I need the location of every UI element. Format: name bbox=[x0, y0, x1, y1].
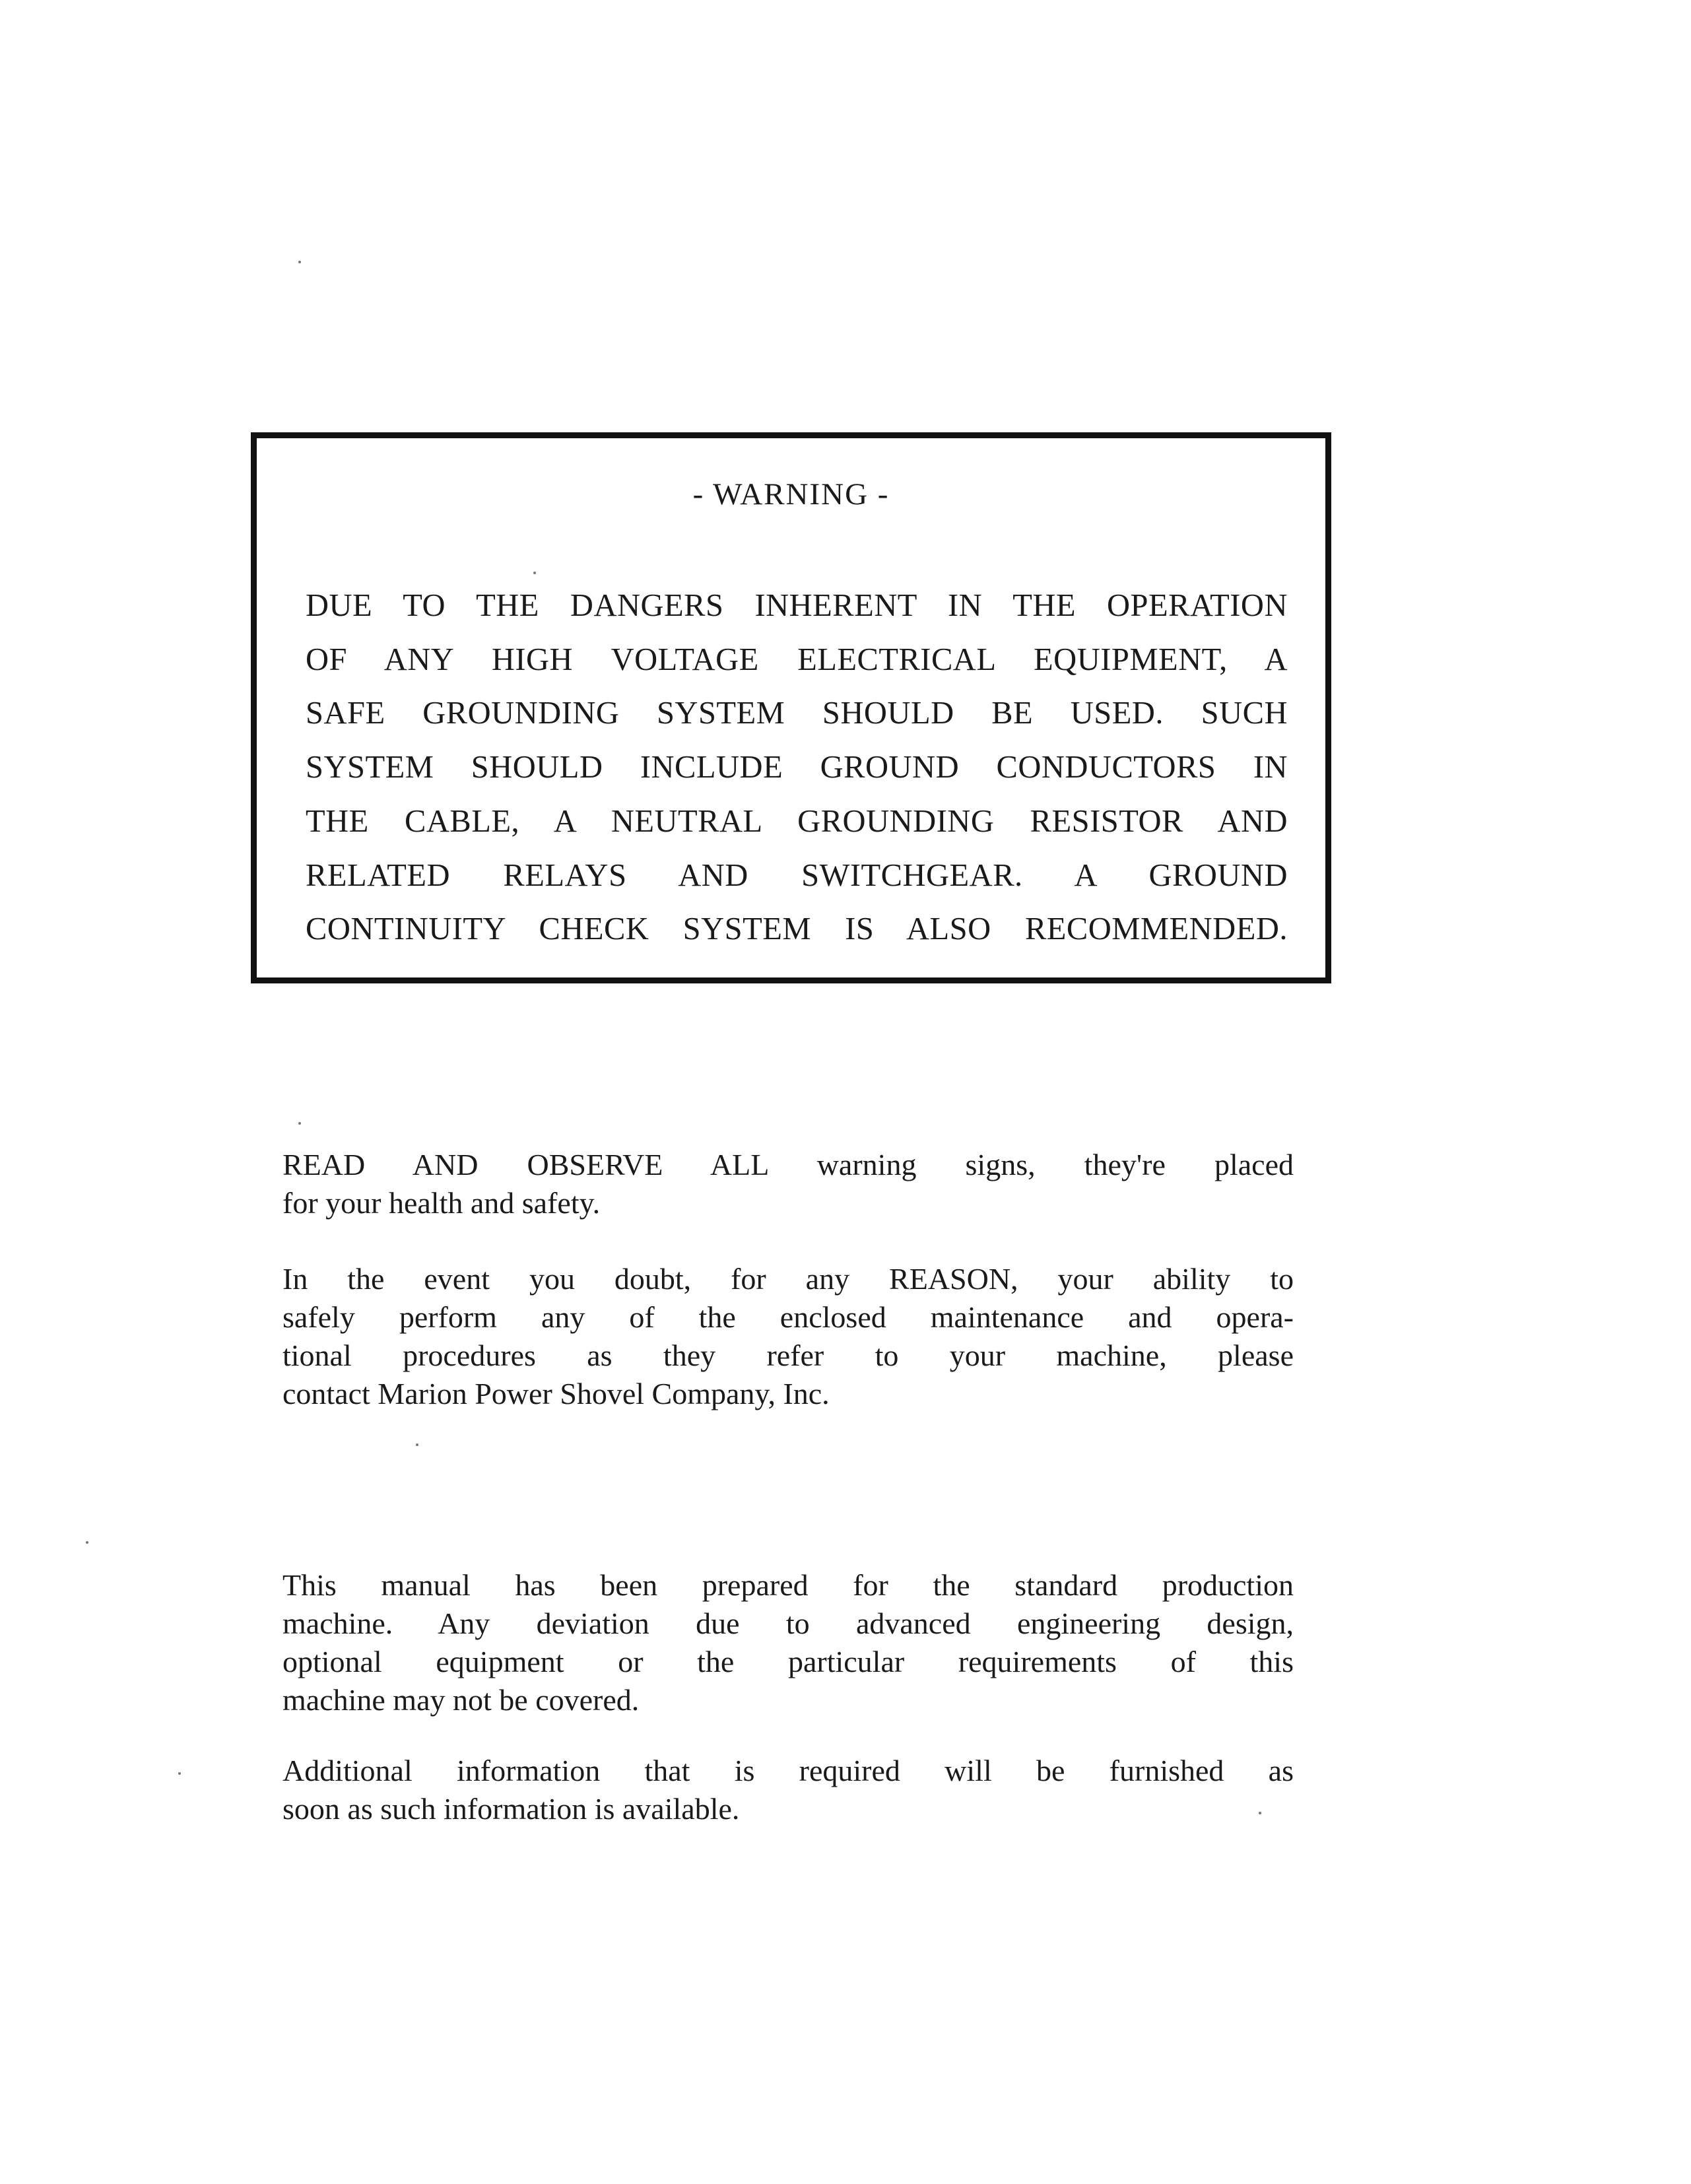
paragraph-line: safely perform any of the enclosed maintenance and opera- bbox=[282, 1300, 1294, 1334]
additional-info-paragraph bbox=[282, 1752, 1294, 1828]
warning-line: THE CABLE, A NEUTRAL GROUNDING RESISTOR AND bbox=[306, 803, 1288, 839]
paragraph-line: In the event you doubt, for any REASON, your ability to bbox=[282, 1262, 1294, 1296]
paragraph-line: contact Marion Power Shovel Company, Inc. bbox=[282, 1377, 830, 1410]
warning-line: DUE TO THE DANGERS INHERENT IN THE OPERATION bbox=[306, 588, 1288, 623]
warning-line: SAFE GROUNDING SYSTEM SHOULD BE USED. SUCH bbox=[306, 696, 1288, 731]
scan-speck bbox=[86, 1541, 88, 1544]
doubt-contact-paragraph bbox=[282, 1260, 1294, 1413]
warning-line: SYSTEM SHOULD INCLUDE GROUND CONDUCTORS IN bbox=[306, 750, 1288, 785]
scan-speck bbox=[1259, 1812, 1261, 1814]
safety-notice-paragraph bbox=[282, 1146, 1294, 1222]
paragraph-line: machine. Any deviation due to advanced engineering design, bbox=[282, 1606, 1294, 1640]
scan-speck bbox=[416, 1443, 418, 1446]
warning-line: OF ANY HIGH VOLTAGE ELECTRICAL EQUIPMENT, A bbox=[306, 642, 1288, 677]
paragraph-line: optional equipment or the particular requirements of this bbox=[282, 1645, 1294, 1678]
paragraph-line: Additional information that is required will be furnished as bbox=[282, 1754, 1294, 1787]
paragraph-line: READ AND OBSERVE ALL warning signs, they're placed bbox=[282, 1148, 1294, 1181]
scan-speck bbox=[298, 261, 301, 263]
paragraph-line: for your health and safety. bbox=[282, 1186, 601, 1220]
paragraph-line: tional procedures as they refer to your machine, please bbox=[282, 1339, 1294, 1372]
warning-box bbox=[251, 432, 1331, 983]
warning-line: CONTINUITY CHECK SYSTEM IS ALSO RECOMMENDED. bbox=[306, 911, 1288, 947]
warning-line: RELATED RELAYS AND SWITCHGEAR. A GROUND bbox=[306, 857, 1288, 893]
warning-text bbox=[306, 579, 1288, 956]
manual-scope-paragraph bbox=[282, 1566, 1294, 1719]
scan-speck bbox=[298, 1122, 301, 1125]
scan-speck bbox=[178, 1772, 181, 1775]
scan-speck bbox=[533, 572, 536, 574]
warning-title: - WARNING - bbox=[692, 477, 890, 512]
paragraph-line: This manual has been prepared for the standard production bbox=[282, 1568, 1294, 1602]
paragraph-line: soon as such information is available. bbox=[282, 1792, 740, 1826]
paragraph-line: machine may not be covered. bbox=[282, 1683, 640, 1717]
